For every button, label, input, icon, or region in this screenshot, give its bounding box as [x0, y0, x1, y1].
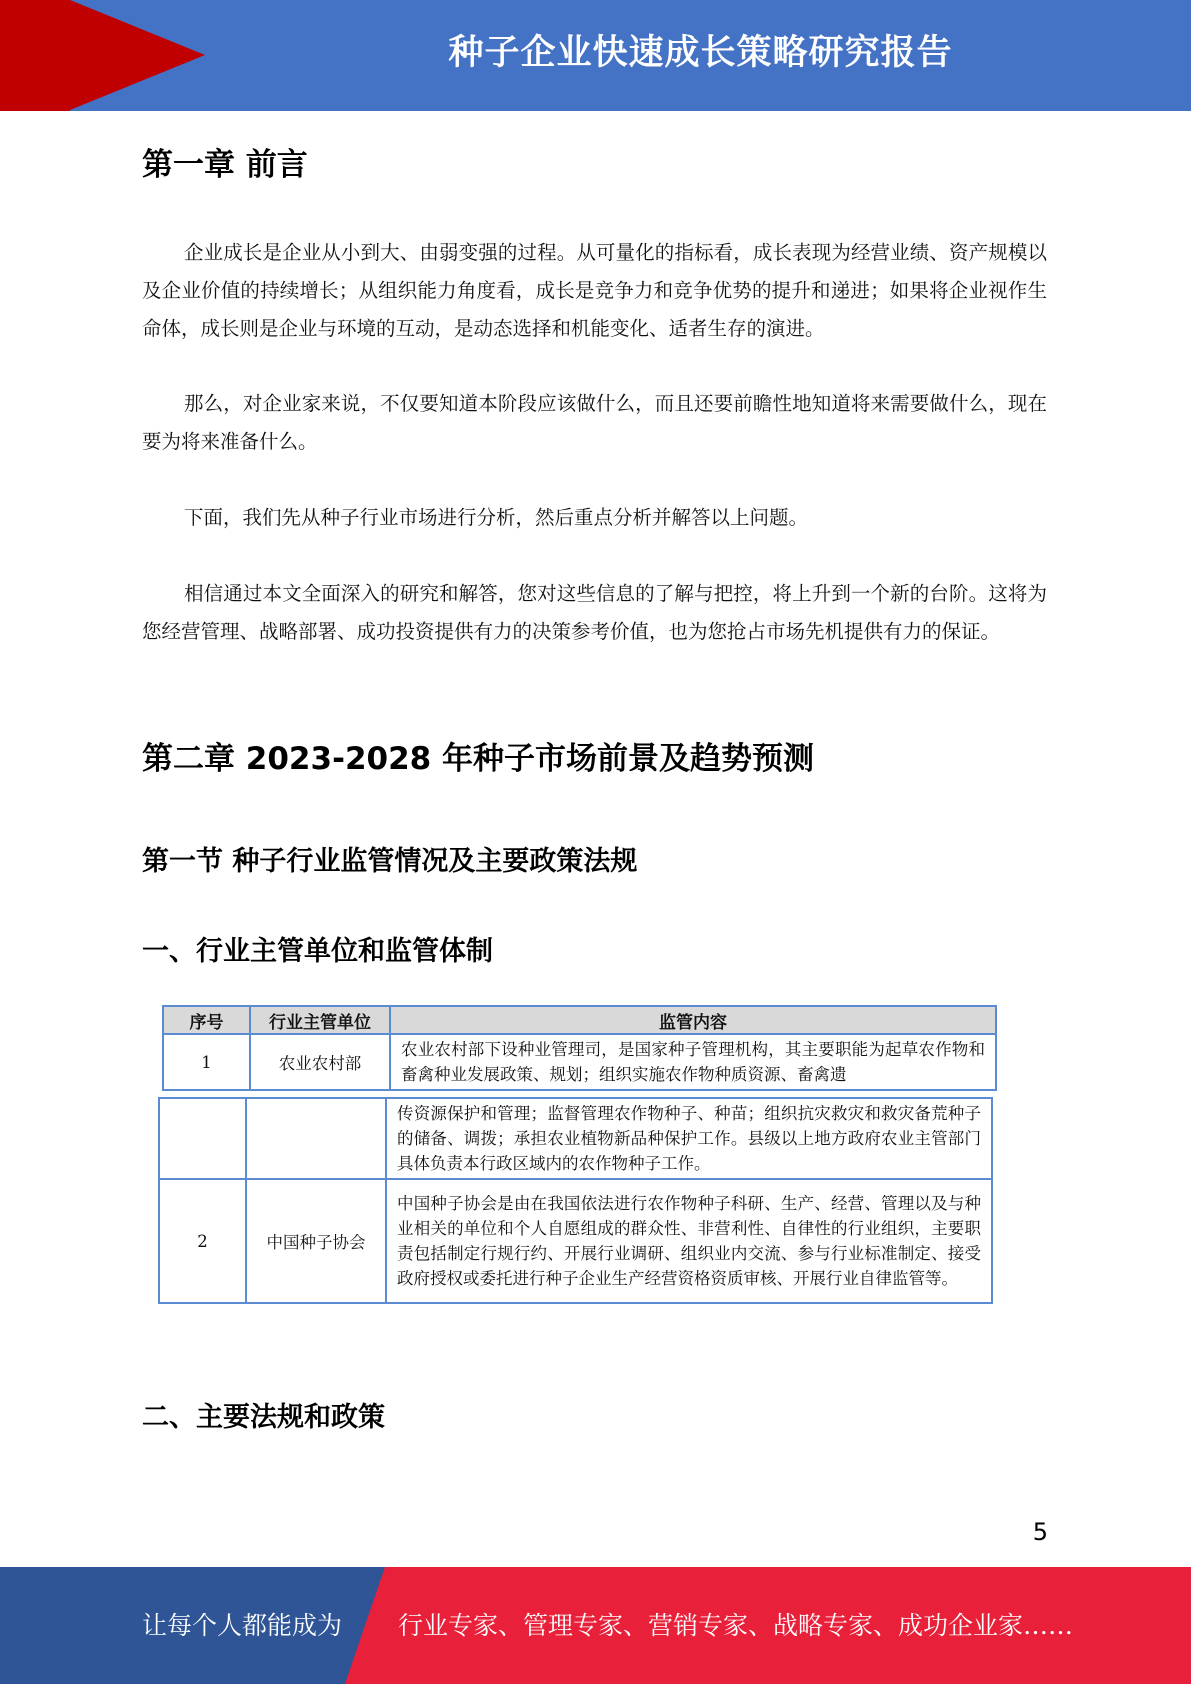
intro-paragraph-3: 下面，我们先从种子行业市场进行分析，然后重点分析并解答以上问题。: [184, 506, 809, 529]
row-2-no: 2: [159, 1179, 246, 1303]
intro-paragraph-1: 企业成长是企业从小到大、由弱变强的过程。从可量化的指标看，成长表现为经营业绩、资产规模以及企业价值的持续增长；从组织能力角度看，成长是竞争力和竞争优势的提升和递进；如果将企业视作生命体，成长则是企业与环境的互动，是动态选择和机能变化、适者生存的演进。: [142, 241, 1047, 340]
footer-slogan-right: 行业专家、管理专家、营销专家、战略专家、成功企业家……: [398, 1611, 1074, 1640]
regulator-table-part-2: [158, 1097, 993, 1304]
intro-paragraph-2: 那么，对企业家来说，不仅要知道本阶段应该做什么，而且还要前瞻性地知道将来需要做什么，现在要为将来准备什么。: [142, 392, 1047, 453]
page-number: 5: [1032, 1518, 1048, 1546]
row-1-unit: 农业农村部: [250, 1034, 390, 1090]
chapter-2-heading: 第二章 2023-2028 年种子市场前景及趋势预测: [142, 741, 815, 777]
row-1-no-continued: [159, 1098, 246, 1179]
row-1-unit-continued: [246, 1098, 386, 1179]
table-row: [159, 1098, 992, 1179]
footer-blue-slant: [345, 1567, 385, 1684]
regulator-table-part-1: [162, 1005, 997, 1091]
row-1-no: 1: [163, 1034, 250, 1090]
col-header-unit: 行业主管单位: [250, 1006, 390, 1034]
row-2-unit: 中国种子协会: [246, 1179, 386, 1303]
col-header-no: 序号: [163, 1006, 250, 1034]
page-header: [0, 0, 1191, 111]
row-1-content-part-2: 传资源保护和管理；监督管理农作物种子、种苗；组织抗灾救灾和救灾备荒种子的储备、调拨；承担农业植物新品种保护工作。县级以上地方政府农业主管部门具体负责本行政区域内的农作物种子工作。: [386, 1098, 992, 1179]
col-header-content: 监管内容: [390, 1006, 996, 1034]
row-1-content-part-1: 农业农村部下设种业管理司，是国家种子管理机构，其主要职能为起草农作物和畜禽种业发展政策、规划；组织实施农作物种质资源、畜禽遗: [390, 1034, 996, 1090]
table-row: [163, 1034, 996, 1090]
page-footer: [0, 1567, 1191, 1684]
footer-slogan-left: 让每个人都能成为: [142, 1611, 343, 1640]
subsection-1-heading: 一、行业主管单位和监管体制: [142, 936, 493, 967]
header-red-block: [0, 0, 70, 111]
table-row: [159, 1179, 992, 1303]
row-2-content: 中国种子协会是由在我国依法进行农作物种子科研、生产、经营、管理以及与种业相关的单位和个人自愿组成的群众性、非营利性、自律性的行业组织，主要职责包括制定行规行约、开展行业调研、组织业内交流、参与行业标准制定、接受政府授权或委托进行种子企业生产经营资格资质审核、开展行业自律监管等。: [386, 1179, 992, 1303]
chapter-1-heading: 第一章 前言: [142, 147, 308, 183]
report-title: 种子企业快速成长策略研究报告: [448, 33, 953, 73]
table-header-row: [163, 1006, 996, 1034]
intro-paragraph-4: 相信通过本文全面深入的研究和解答，您对这些信息的了解与把控，将上升到一个新的台阶。这将为您经营管理、战略部署、成功投资提供有力的决策参考价值，也为您抢占市场先机提供有力的保证。: [142, 582, 1047, 643]
subsection-2-heading: 二、主要法规和政策: [142, 1402, 385, 1433]
section-1-heading: 第一节 种子行业监管情况及主要政策法规: [142, 846, 638, 877]
